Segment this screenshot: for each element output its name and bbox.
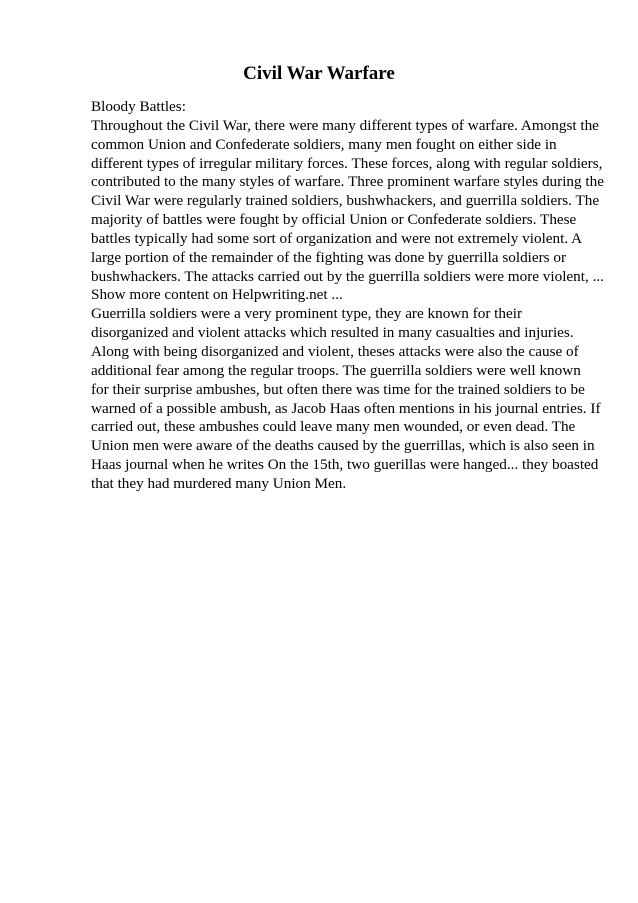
text-line: majority of battles were fought by official Union or Confederate soldiers. These <box>91 211 577 229</box>
text-line: large portion of the remainder of the fighting was done by guerrilla soldiers or <box>91 248 567 266</box>
text-line: bushwhackers. The attacks carried out by the guerrilla soldiers were more violent, ... <box>91 267 604 285</box>
text-line: Bloody Battles: <box>91 98 186 115</box>
text-line: Union men were aware of the deaths caused by the guerrillas, which is also seen in <box>91 437 595 455</box>
text-line: Throughout the Civil War, there were many different types of warfare. Amongst the <box>91 116 599 134</box>
text-line: Civil War were regularly trained soldiers, bushwhackers, and guerrilla soldiers. The <box>91 192 600 210</box>
document-body <box>91 98 611 494</box>
page-title: Civil War Warfare <box>243 63 395 84</box>
text-line: disorganized and violent attacks which resulted in many casualties and injuries. <box>91 324 574 342</box>
text-line: Haas journal when he writes On the 15th, two guerillas were hanged... they boasted <box>91 456 599 474</box>
text-line: battles typically had some sort of organization and were not extremely violent. A <box>91 229 583 247</box>
text-line: Guerrilla soldiers were a very prominent type, they are known for their <box>91 305 523 323</box>
text-line: additional fear among the regular troops. The guerrilla soldiers were well known <box>91 361 581 379</box>
text-line: carried out, these ambushes could leave many men wounded, or even dead. The <box>91 418 576 436</box>
show-more-link[interactable]: Show more content on Helpwriting.net ... <box>91 286 343 304</box>
text-line: different types of irregular military forces. These forces, along with regular soldiers, <box>91 154 603 172</box>
text-line: contributed to the many styles of warfare. Three prominent warfare styles during the <box>91 173 604 191</box>
text-line: Along with being disorganized and violent, theses attacks were also the cause of <box>91 342 579 360</box>
text-line: common Union and Confederate soldiers, many men fought on either side in <box>91 135 557 153</box>
text-line: that they had murdered many Union Men. <box>91 474 347 492</box>
text-line: for their surprise ambushes, but often there was time for the trained soldiers to be <box>91 380 585 398</box>
text-line: warned of a possible ambush, as Jacob Haas often mentions in his journal entries. If <box>91 399 601 417</box>
